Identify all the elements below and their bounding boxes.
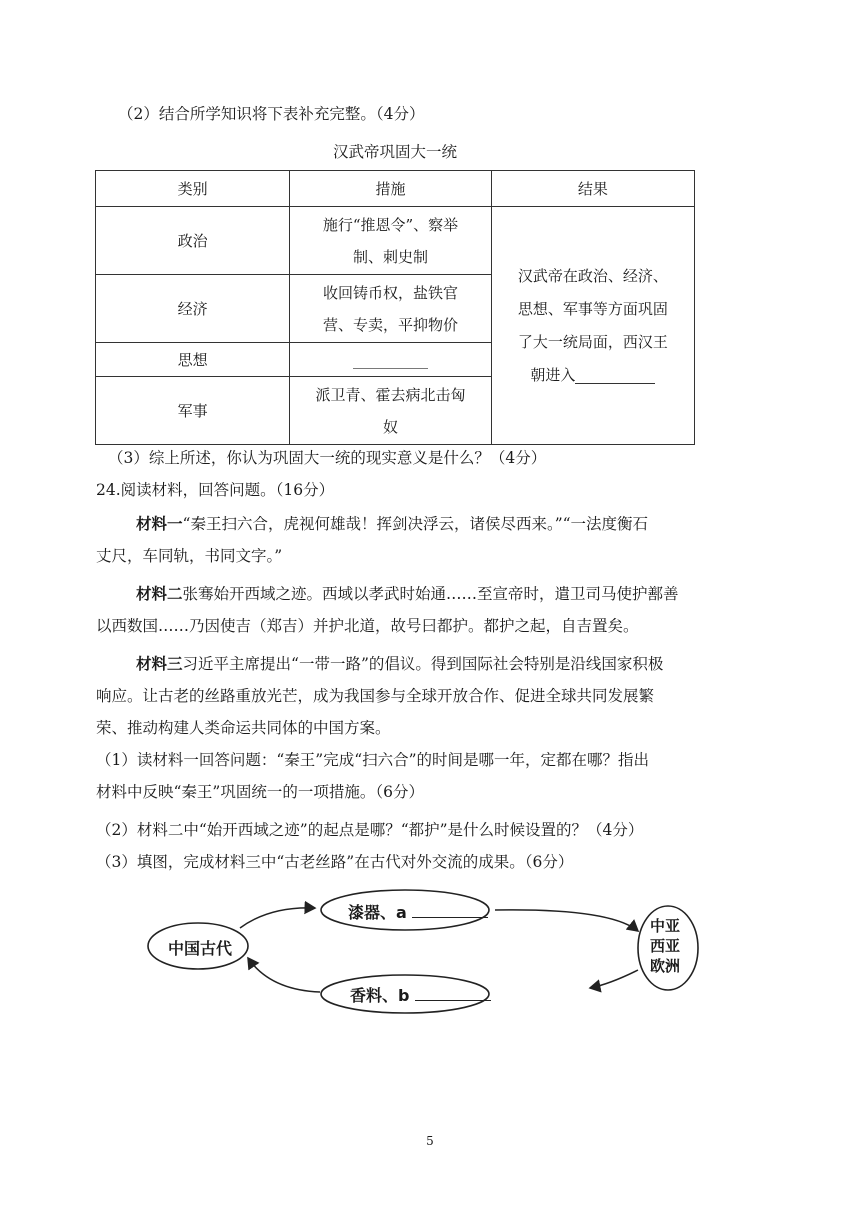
sub-question-2: （2）材料二中“始开西域之迹”的起点是哪？“都护”是什么时候设置的？（4分） [96, 821, 644, 839]
result-line: 思想、军事等方面巩固 [517, 299, 668, 318]
row-measure-blank[interactable]: __________ [290, 343, 492, 377]
arrow-bottom-to-left [248, 958, 320, 992]
material-3 [96, 648, 766, 744]
result-line: 了大一统局面，西汉王 [517, 332, 668, 351]
material-1-text: “秦王扫六合，虎视何雄哉！挥剑决浮云，诸侯尽西来。”“一法度衡石 [182, 515, 649, 533]
header-result: 结果 [491, 171, 694, 207]
material-2-label: 材料二 [136, 585, 183, 603]
table-title: 汉武帝巩固大一统 [332, 143, 457, 161]
arrow-right-to-bottom [590, 970, 638, 988]
material-1-label: 材料一 [136, 515, 183, 533]
sub-question-1 [96, 744, 776, 808]
right-node-line: 欧洲 [650, 957, 681, 975]
material-3-text-cont: 荣、推动构建人类命运共同体的中国方案。 [96, 719, 391, 737]
material-3-label: 材料三 [136, 655, 183, 673]
material-1 [96, 508, 756, 572]
blank-a[interactable] [412, 903, 488, 918]
page-number: 5 [426, 1134, 434, 1148]
question-2-prompt: （2）结合所学知识将下表补充完整。（4分） [118, 105, 425, 123]
measure-line: 营、专卖，平抑物价 [322, 315, 458, 334]
right-node-line: 中亚 [650, 917, 681, 935]
measures-table [95, 170, 695, 445]
material-2-text-cont: 以西数国……乃因使吉（郑吉）并护北道，故号曰都护。都护之起，自吉置矣。 [96, 617, 639, 635]
measure-line: 施行“推恩令”、察举 [322, 215, 459, 234]
header-category: 类别 [96, 171, 290, 207]
top-node-label: 漆器、a [348, 903, 407, 922]
table-row [96, 207, 695, 275]
material-3-text: 习近平主席提出“一带一路”的倡议。得到国际社会特别是沿线国家积极 [182, 655, 664, 673]
row-category: 思想 [96, 343, 290, 377]
right-node-line: 西亚 [650, 937, 681, 955]
measure-line: 收回铸币权，盐铁官 [322, 283, 458, 302]
sub-question-3: （3）填图，完成材料三中“古老丝路”在古代对外交流的成果。（6分） [96, 853, 574, 871]
measure-line: 制、刺史制 [352, 247, 428, 266]
material-1-text-cont: 丈尺，车同轨，书同文字。” [96, 547, 283, 565]
row-measure [290, 275, 492, 343]
measure-line: 奴 [382, 417, 398, 436]
row-measure [290, 377, 492, 445]
row-measure [290, 207, 492, 275]
material-2 [96, 578, 766, 642]
material-3-text-cont: 响应。让古老的丝路重放光芒，成为我国参与全球开放合作、促进全球共同发展繁 [96, 687, 655, 705]
row-category: 政治 [96, 207, 290, 275]
question-3-prompt: （3）综上所述，你认为巩固大一统的现实意义是什么？（4分） [108, 449, 547, 467]
table-header-row [96, 171, 695, 207]
measure-line: 派卫青、霍去病北击匈 [315, 385, 466, 404]
row-category: 经济 [96, 275, 290, 343]
right-node [650, 916, 680, 976]
result-cell [491, 207, 694, 445]
bottom-node-label: 香料、b [350, 986, 410, 1005]
top-node [348, 900, 488, 923]
result-line: 汉武帝在政治、经济、 [517, 266, 668, 285]
sub-question-1-line: （1）读材料一回答问题：“秦王”完成“扫六合”的时间是哪一年，定都在哪？指出 [96, 751, 650, 769]
left-node-label: 中国古代 [168, 939, 233, 958]
result-blank[interactable] [575, 367, 655, 384]
silk-road-diagram [140, 886, 720, 1016]
header-measure: 措施 [290, 171, 492, 207]
question-24-heading: 24.阅读材料，回答问题。（16分） [96, 481, 335, 499]
result-line-last [504, 359, 682, 392]
material-2-text: 张骞始开西域之迹。西域以孝武时始通……至宣帝时，遣卫司马使护鄯善 [182, 585, 679, 603]
bottom-node [350, 983, 491, 1006]
sub-question-1-line: 材料中反映“秦王”巩固统一的一项措施。（6分） [96, 783, 424, 801]
row-category: 军事 [96, 377, 290, 445]
arrow-left-to-top [240, 908, 315, 928]
arrow-top-to-right [495, 910, 638, 931]
blank-b[interactable] [415, 986, 491, 1001]
result-line-text: 朝进入 [530, 365, 576, 384]
